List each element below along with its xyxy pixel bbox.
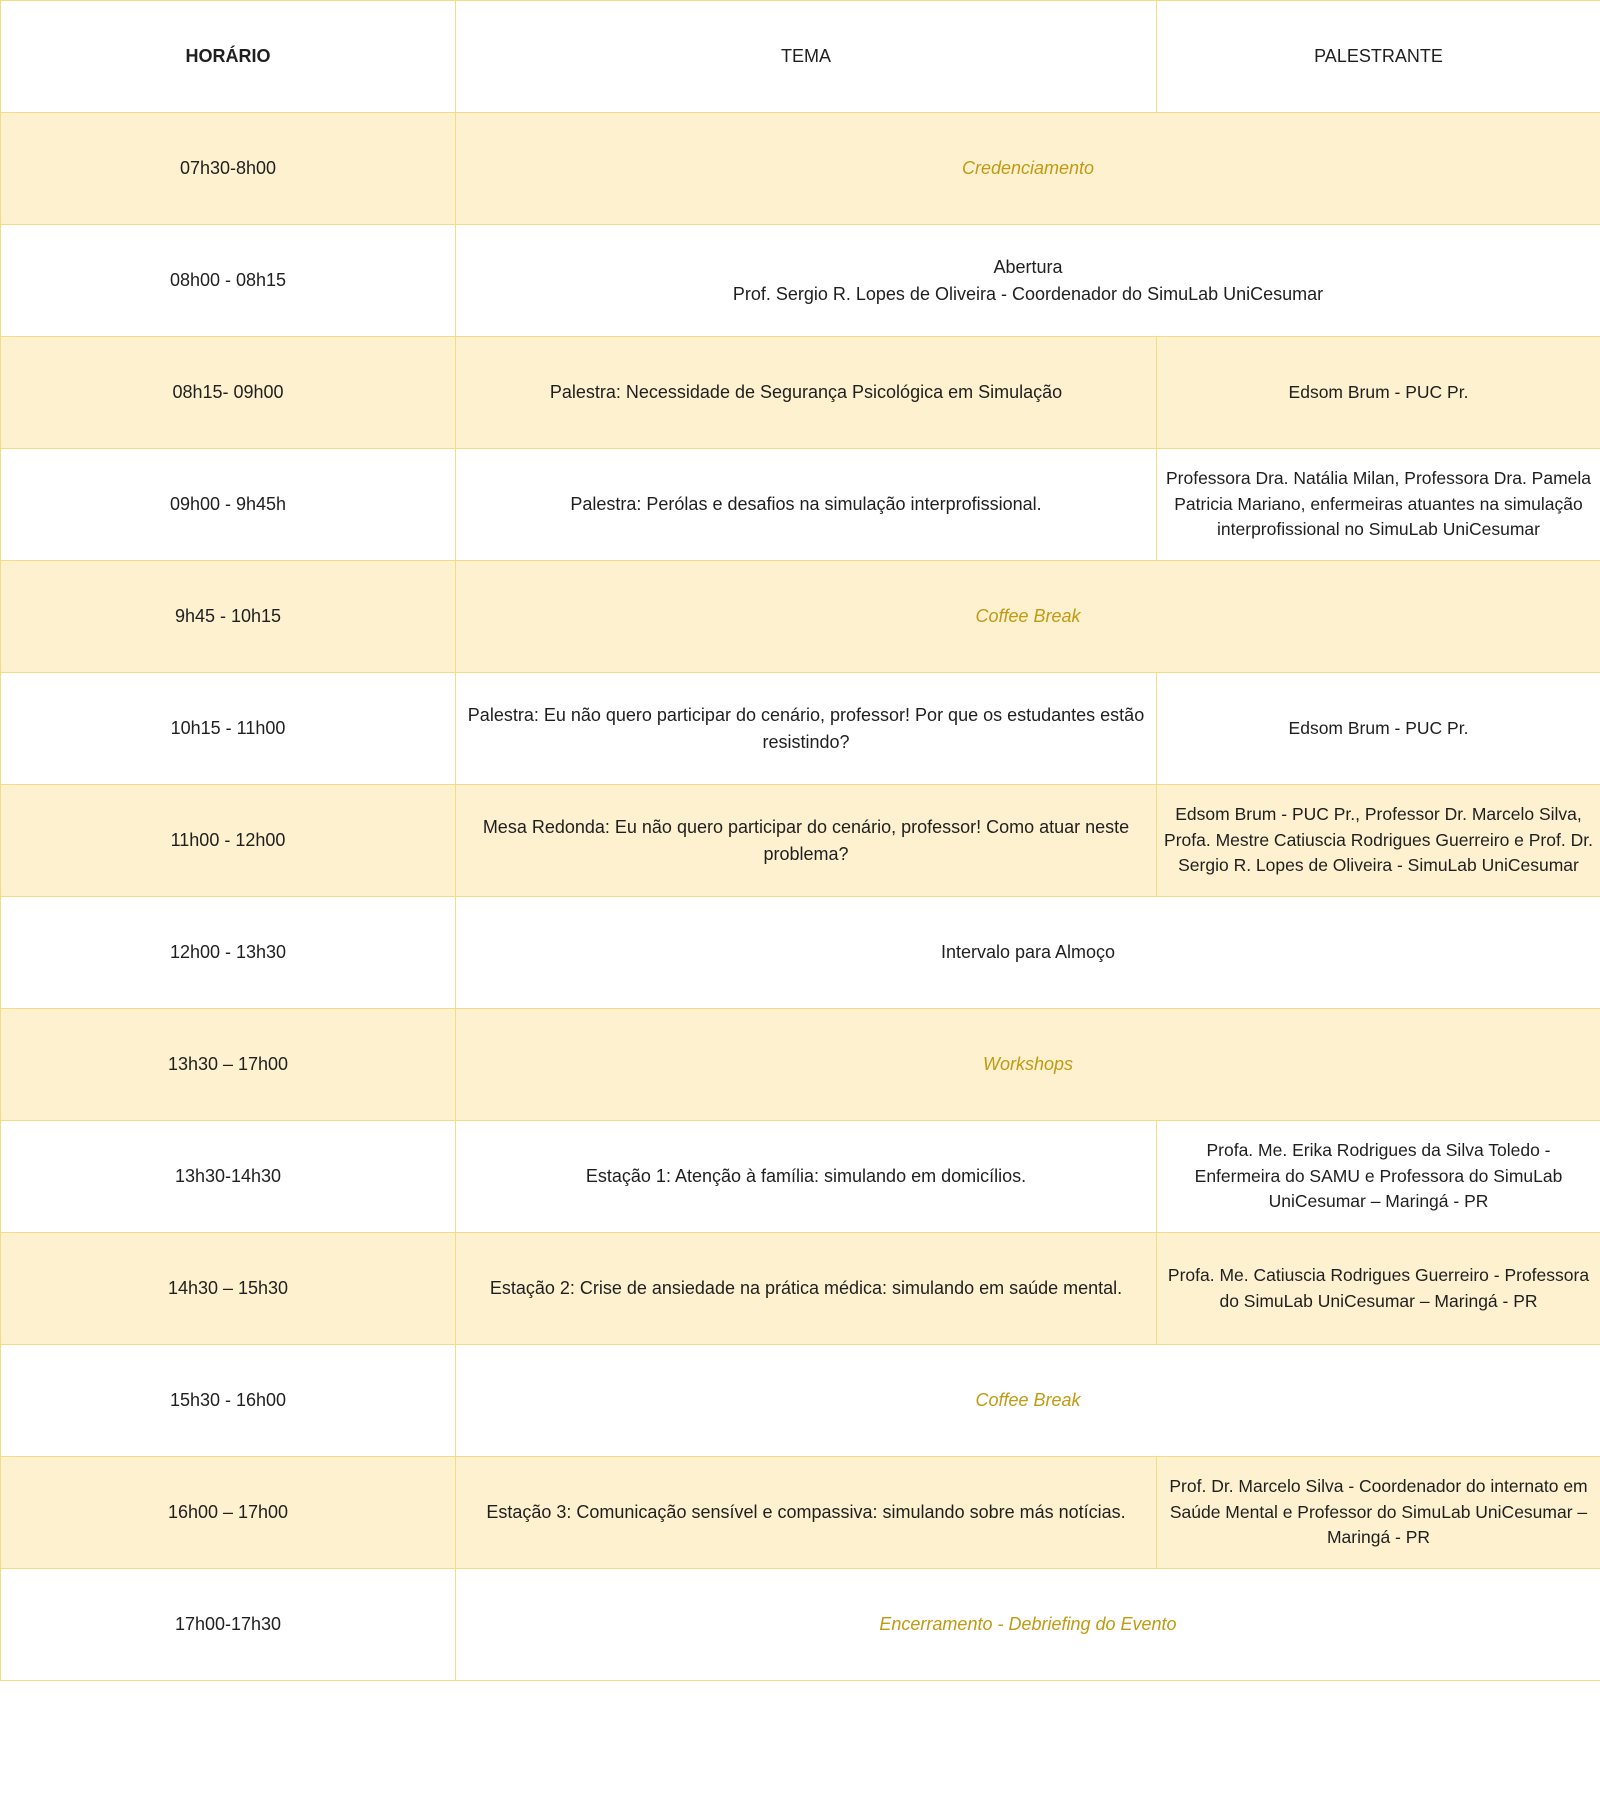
table-row [1, 1233, 1600, 1345]
theme-cell: Coffee Break [456, 1345, 1600, 1457]
time-cell: 10h15 - 11h00 [1, 673, 456, 785]
theme-cell: Coffee Break [456, 561, 1600, 673]
speaker-cell: Edsom Brum - PUC Pr., Professor Dr. Marcelo Silva, Profa. Mestre Catiuscia Rodrigues Guerreiro e Prof. Dr. Sergio R. Lopes de Oliveira - SimuLab UniCesumar [1157, 785, 1600, 897]
header-row [1, 1, 1600, 113]
table-row [1, 1121, 1600, 1233]
time-cell: 07h30-8h00 [1, 113, 456, 225]
table-row [1, 897, 1600, 1009]
theme-line: Abertura [993, 257, 1063, 278]
table-row [1, 785, 1600, 897]
time-cell: 09h00 - 9h45h [1, 449, 456, 561]
speaker-cell: Profa. Me. Erika Rodrigues da Silva Toledo - Enfermeira do SAMU e Professora do SimuLab UniCesumar – Maringá - PR [1157, 1121, 1600, 1233]
speaker-cell: Edsom Brum - PUC Pr. [1157, 337, 1600, 449]
table-row [1, 673, 1600, 785]
theme-cell [456, 225, 1600, 337]
speaker-cell: Profa. Me. Catiuscia Rodrigues Guerreiro - Professora do SimuLab UniCesumar – Maringá - PR [1157, 1233, 1600, 1345]
table-row [1, 1345, 1600, 1457]
theme-cell: Palestra: Eu não quero participar do cenário, professor! Por que os estudantes estão resistindo? [456, 673, 1157, 785]
theme-cell: Estação 2: Crise de ansiedade na prática médica: simulando em saúde mental. [456, 1233, 1157, 1345]
theme-cell: Workshops [456, 1009, 1600, 1121]
time-cell: 13h30 – 17h00 [1, 1009, 456, 1121]
table-row [1, 225, 1600, 337]
table-row [1, 561, 1600, 673]
table-row [1, 113, 1600, 225]
speaker-cell: Professora Dra. Natália Milan, Professora Dra. Pamela Patricia Mariano, enfermeiras atuantes na simulação interprofissional no SimuLab UniCesumar [1157, 449, 1600, 561]
table-row [1, 1009, 1600, 1121]
theme-line: Prof. Sergio R. Lopes de Oliveira - Coordenador do SimuLab UniCesumar [732, 283, 1324, 304]
table-row [1, 1569, 1600, 1681]
table-row [1, 337, 1600, 449]
time-cell: 15h30 - 16h00 [1, 1345, 456, 1457]
theme-cell: Encerramento - Debriefing do Evento [456, 1569, 1600, 1681]
time-cell: 12h00 - 13h30 [1, 897, 456, 1009]
header-horario: HORÁRIO [1, 1, 456, 113]
time-cell: 08h00 - 08h15 [1, 225, 456, 337]
header-tema: TEMA [456, 1, 1157, 113]
time-cell: 14h30 – 15h30 [1, 1233, 456, 1345]
time-cell: 13h30-14h30 [1, 1121, 456, 1233]
theme-cell: Mesa Redonda: Eu não quero participar do cenário, professor! Como atuar neste problema? [456, 785, 1157, 897]
speaker-cell: Prof. Dr. Marcelo Silva - Coordenador do internato em Saúde Mental e Professor do SimuLab UniCesumar – Maringá - PR [1157, 1457, 1600, 1569]
speaker-cell: Edsom Brum - PUC Pr. [1157, 673, 1600, 785]
time-cell: 11h00 - 12h00 [1, 785, 456, 897]
header-palestrante: PALESTRANTE [1157, 1, 1600, 113]
table-row [1, 449, 1600, 561]
time-cell: 16h00 – 17h00 [1, 1457, 456, 1569]
theme-cell: Palestra: Perólas e desafios na simulação interprofissional. [456, 449, 1157, 561]
time-cell: 17h00-17h30 [1, 1569, 456, 1681]
theme-cell: Estação 3: Comunicação sensível e compassiva: simulando sobre más notícias. [456, 1457, 1157, 1569]
time-cell: 08h15- 09h00 [1, 337, 456, 449]
table-row [1, 1457, 1600, 1569]
theme-cell: Palestra: Necessidade de Segurança Psicológica em Simulação [456, 337, 1157, 449]
theme-cell: Intervalo para Almoço [456, 897, 1600, 1009]
time-cell: 9h45 - 10h15 [1, 561, 456, 673]
theme-cell: Estação 1: Atenção à família: simulando em domicílios. [456, 1121, 1157, 1233]
theme-cell: Credenciamento [456, 113, 1600, 225]
